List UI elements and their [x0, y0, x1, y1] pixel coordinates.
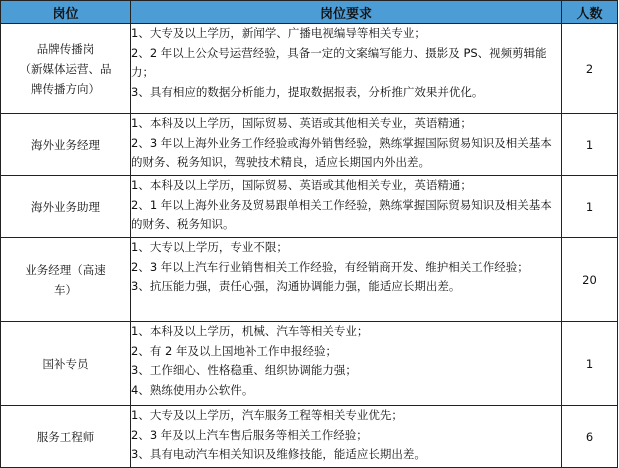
requirement-item: 3、具有相应的数据分析能力，提取数据报表，分析推广效果并优化。 [131, 84, 484, 99]
table-row [1, 238, 618, 322]
post-name: （新媒体运营、品 [19, 61, 112, 76]
headcount-cell: 6 [562, 406, 618, 468]
requirement-item: 2、3 年以上海外业务工作经验或海外销售经验，熟练掌握国际贸易知识及相关基本的财务、税务知识，驾驶技术精良，适应长期国内外出差。 [131, 135, 552, 169]
post-name: 品牌传播岗 [36, 41, 95, 56]
requirement-item: 1、本科及以上学历，国际贸易、英语或其他相关专业，英语精通； [131, 116, 472, 130]
requirement-item: 1、本科及以上学历，机械、汽车等相关专业； [131, 324, 369, 338]
post-name: 业务经理（高速 [25, 262, 106, 277]
post-cell [1, 114, 131, 176]
post-cell [1, 406, 131, 468]
requirement-item: 1、大专及以上学历，汽车服务工程等相关专业优先； [131, 408, 403, 422]
table-row [1, 322, 618, 406]
requirements-cell [131, 176, 562, 238]
table-row [1, 114, 618, 176]
requirement-item: 2、3 年及以上汽车售后服务等相关工作经验； [131, 427, 368, 442]
table-row [1, 406, 618, 468]
post-cell [1, 176, 131, 238]
requirement-item: 1、本科及以上学历，国际贸易、英语或其他相关专业，英语精通； [131, 178, 472, 192]
header-count: 人数 [562, 1, 618, 24]
header-post: 岗位 [1, 1, 131, 24]
requirements-cell [131, 238, 562, 322]
header-requirements: 岗位要求 [131, 1, 562, 24]
post-cell [1, 238, 131, 322]
requirement-item: 1、大专以上学历，专业不限； [131, 240, 288, 254]
requirements-cell [131, 406, 562, 468]
post-name: 牌传播方向） [31, 81, 100, 96]
post-cell [1, 24, 131, 114]
headcount-cell: 1 [562, 176, 618, 238]
requirement-item: 1、大专及以上学历，新闻学、广播电视编导等相关专业； [131, 26, 426, 40]
table-row [1, 176, 618, 238]
requirement-item: 2、2 年以上公众号运营经验，具备一定的文案编写能力、摄影及 PS、视频剪辑能力； [131, 45, 547, 79]
requirements-cell [131, 24, 562, 114]
post-cell [1, 322, 131, 406]
headcount-cell: 1 [562, 114, 618, 176]
requirement-item: 2、有 2 年及以上国地补工作申报经验； [131, 343, 337, 358]
table-header-row [1, 1, 618, 24]
headcount-cell: 2 [562, 24, 618, 114]
requirement-item: 2、1 年以上海外业务及贸易跟单相关工作经验，熟练掌握国际贸易知识及相关基本的财务、税务知识。 [131, 197, 552, 231]
requirement-item: 3、具有电动汽车相关知识及维修技能，能适应长期出差。 [131, 447, 426, 461]
post-name: 海外业务经理 [31, 137, 100, 152]
post-name: 国补专员 [42, 356, 89, 371]
requirement-item: 2、3 年以上汽车行业销售相关工作经验，有经销商开发、维护相关工作经验； [131, 259, 529, 274]
requirements-cell [131, 114, 562, 176]
post-name: 海外业务助理 [31, 199, 100, 214]
post-name: 服务工程师 [36, 429, 95, 444]
headcount-cell: 1 [562, 322, 618, 406]
post-name: 车） [54, 282, 77, 297]
requirements-cell [131, 322, 562, 406]
table-row [1, 24, 618, 114]
headcount-cell: 20 [562, 238, 618, 322]
requirement-item: 3、抗压能力强，责任心强，沟通协调能力强，能适应长期出差。 [131, 279, 461, 293]
requirement-item: 4、熟练使用办公软件。 [131, 382, 254, 397]
requirement-item: 3、工作细心、性格稳重、组织协调能力强； [131, 363, 357, 377]
